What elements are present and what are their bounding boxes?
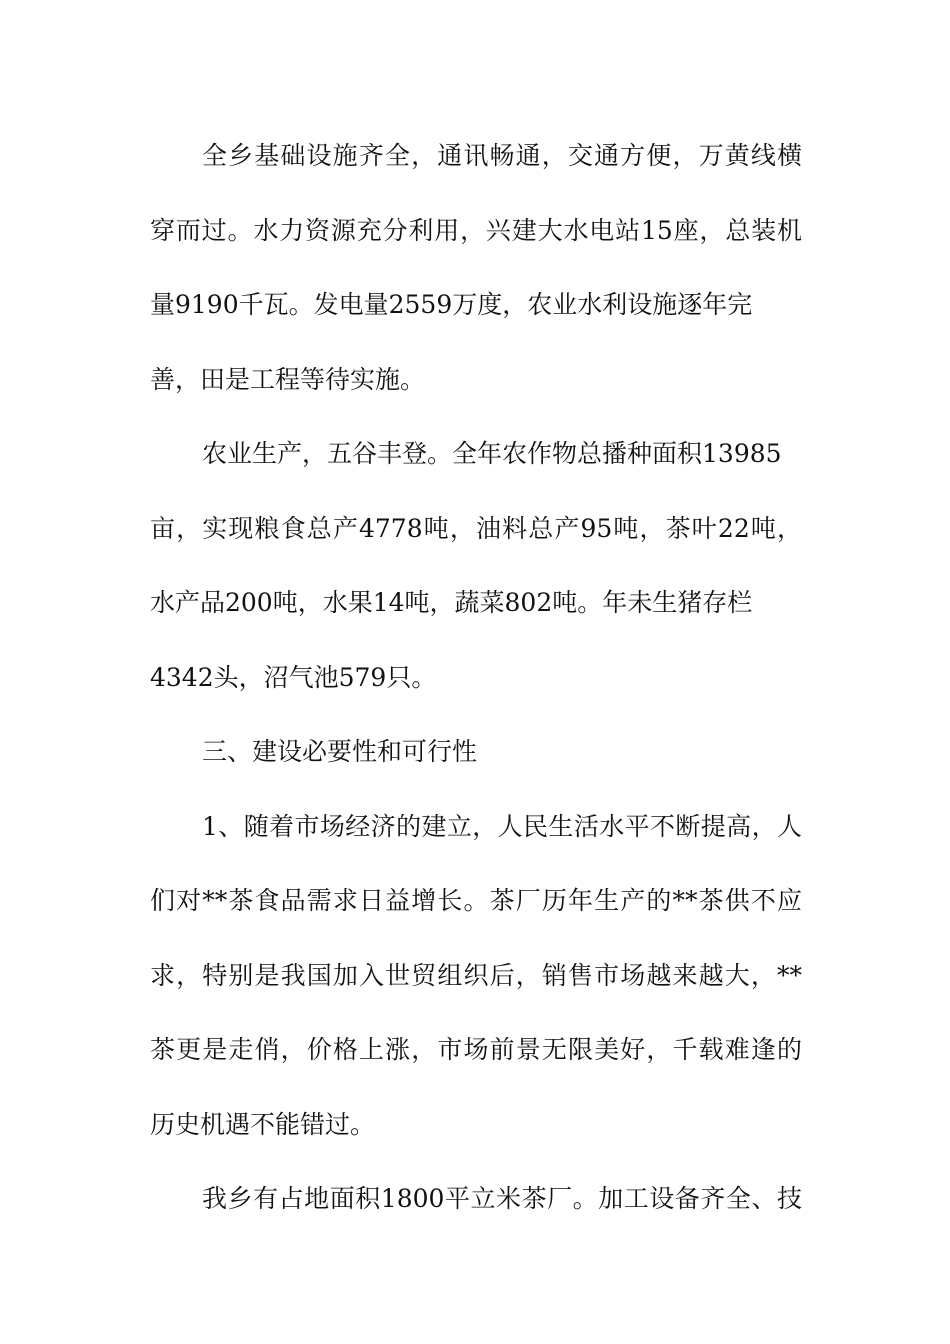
text-line: 亩，实现粮食总产4778吨，油料总产95吨，茶叶22吨，: [150, 513, 802, 543]
text-line: 求，特别是我国加入世贸组织后，销售市场越来越大，**: [150, 960, 802, 990]
text-line: 善，田是工程等待实施。: [150, 364, 426, 394]
text-line: 历史机遇不能错过。: [150, 1109, 376, 1139]
text-line: 全乡基础设施齐全，通讯畅通，交通方便，万黄线横: [202, 141, 802, 170]
text-line: 茶更是走俏，价格上涨，市场前景无限美好，千载难逢的: [150, 1035, 802, 1064]
text-line: 1、随着市场经济的建立，人民生活水平不断提高，人: [202, 811, 802, 841]
section-heading: 三、建设必要性和可行性: [202, 737, 478, 766]
text-line: 农业生产，五谷丰登。全年农作物总播种面积13985: [202, 439, 782, 468]
text-line: 们对**茶食品需求日益增长。茶厂历年生产的**茶供不应: [150, 886, 802, 915]
text-line: 穿而过。水力资源充分利用，兴建大水电站15座，总装机: [150, 215, 802, 245]
text-line: 量9190千瓦。发电量2559万度，农业水利设施逐年完: [150, 290, 753, 319]
text-line: 水产品200吨，水果14吨，蔬菜802吨。年未生猪存栏: [150, 588, 753, 617]
text-line: 4342头，沼气池579只。: [150, 662, 437, 692]
document-body: [150, 119, 802, 1237]
text-line: 我乡有占地面积1800平立米茶厂。加工设备齐全、技: [202, 1184, 802, 1213]
